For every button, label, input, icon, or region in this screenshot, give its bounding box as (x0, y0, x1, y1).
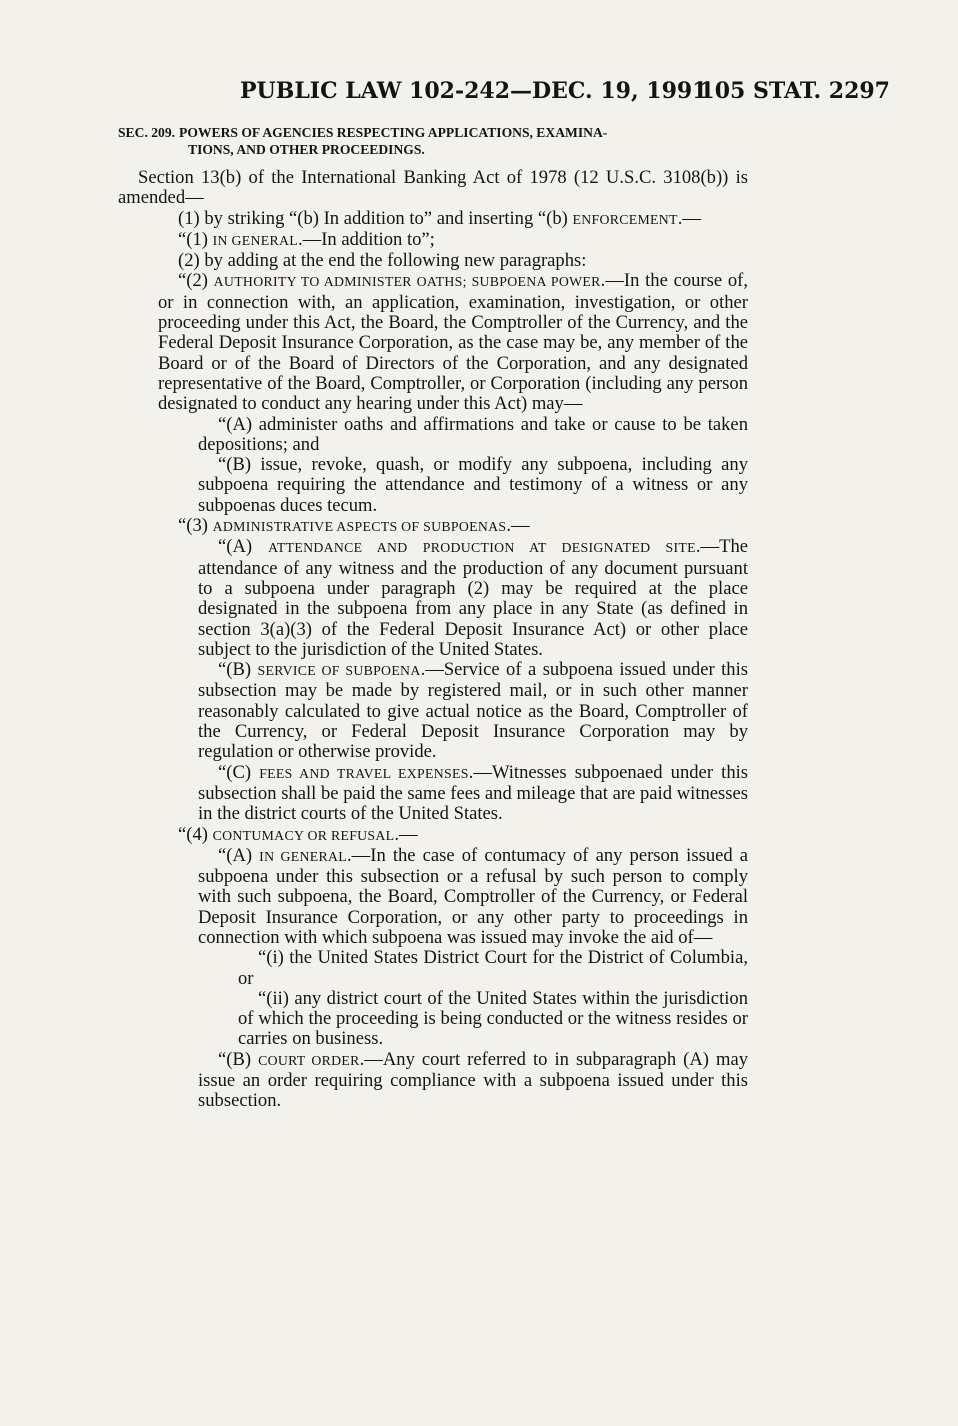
section-heading (118, 124, 748, 158)
quoted-para-1: “(1) IN GENERAL.—In addition to”; (178, 228, 435, 250)
amendment-1: (1) by striking “(b) In addition to” and inserting “(b) ENFORCEMENT.— (178, 207, 701, 229)
quoted-para-2: “(2) AUTHORITY TO ADMINISTER OATHS; SUBPOENA POWER.—In the course of, or in connection with, an application, examination, investigation, or other proceeding under this Act, the Board, the Comptroller of the Currency, and the Federal Deposit Insurance Corporation, as the case may be, any member of the Board or of the Board of Directors of the Corporation, and any designated representative of the Board, Comptroller, or Corporation (including any person designated to conduct any hearing under this Act) may— (158, 270, 748, 415)
quoted-para-4-A-i: “(i) the United States District Court for the District of Columbia, or (238, 947, 748, 989)
page-header (160, 78, 890, 110)
quoted-para-4: “(4) CONTUMACY OR REFUSAL.— (178, 823, 418, 845)
quoted-para-3-B: “(B) SERVICE OF SUBPOENA.—Service of a subpoena issued under this subsection may be made by registered mail, or in such other manner reasonably calculated to give actual notice as the Board, Comptroller of the Currency, or Federal Deposit Insurance Corporation may by regulation or otherwise provide. (198, 659, 748, 763)
quoted-para-4-A: “(A) IN GENERAL.—In the case of contumacy of any person issued a subpoena under this subsection or a refusal by such person to comply with such subpoena, the Board, Comptroller of the Currency, or Federal Deposit Insurance Corporation, or any other party to proceedings in connection with which subpoena was issued may invoke the aid of— (198, 844, 749, 948)
document-body (118, 124, 748, 1112)
amendment-2: (2) by adding at the end the following new paragraphs: (178, 250, 587, 272)
quoted-para-3-A: “(A) ATTENDANCE AND PRODUCTION AT DESIGNATED SITE.—The attendance of any witness and the production of any document pursuant to a subpoena under paragraph (2) may be required at the place designated in the subpoena from any place in any State (as defined in section 3(a)(3) of the Federal Deposit Insurance Act) or other place subject to the jurisdiction of the United States. (198, 536, 748, 660)
quoted-para-3: “(3) ADMINISTRATIVE ASPECTS OF SUBPOENAS.— (178, 515, 530, 537)
section-number: SEC. 209. (118, 125, 176, 140)
intro-paragraph: Section 13(b) of the International Banking Act of 1978 (12 U.S.C. 3108(b)) is amended— (118, 167, 748, 209)
quoted-para-2-A: “(A) administer oaths and affirmations and take or cause to be taken depositions; and (198, 413, 748, 455)
section-title-line2: TIONS, AND OTHER PROCEEDINGS. (188, 142, 425, 157)
section-title-line1: POWERS OF AGENCIES RESPECTING APPLICATIONS, EXAMINA- (179, 125, 608, 140)
quoted-para-4-B: “(B) COURT ORDER.—Any court referred to in subparagraph (A) may issue an order requiring compliance with a subpoena issued under this subsection. (198, 1048, 748, 1112)
quoted-para-2-B: “(B) issue, revoke, quash, or modify any subpoena, including any subpoena requiring the attendance and testimony of a witness or any subpoenas duces tecum. (198, 454, 748, 516)
header-title: PUBLIC LAW 102-242—DEC. 19, 1991 (240, 78, 708, 104)
header-stat-page: 105 STAT. 2297 (699, 78, 890, 104)
quoted-para-3-C: “(C) FEES AND TRAVEL EXPENSES.—Witnesses subpoenaed under this subsection shall be paid the same fees and mileage that are paid witnesses in the district courts of the United States. (198, 761, 749, 825)
quoted-para-4-A-ii: “(ii) any district court of the United States within the jurisdiction of which the proceeding is being conducted or the witness resides or carries on business. (238, 987, 748, 1050)
